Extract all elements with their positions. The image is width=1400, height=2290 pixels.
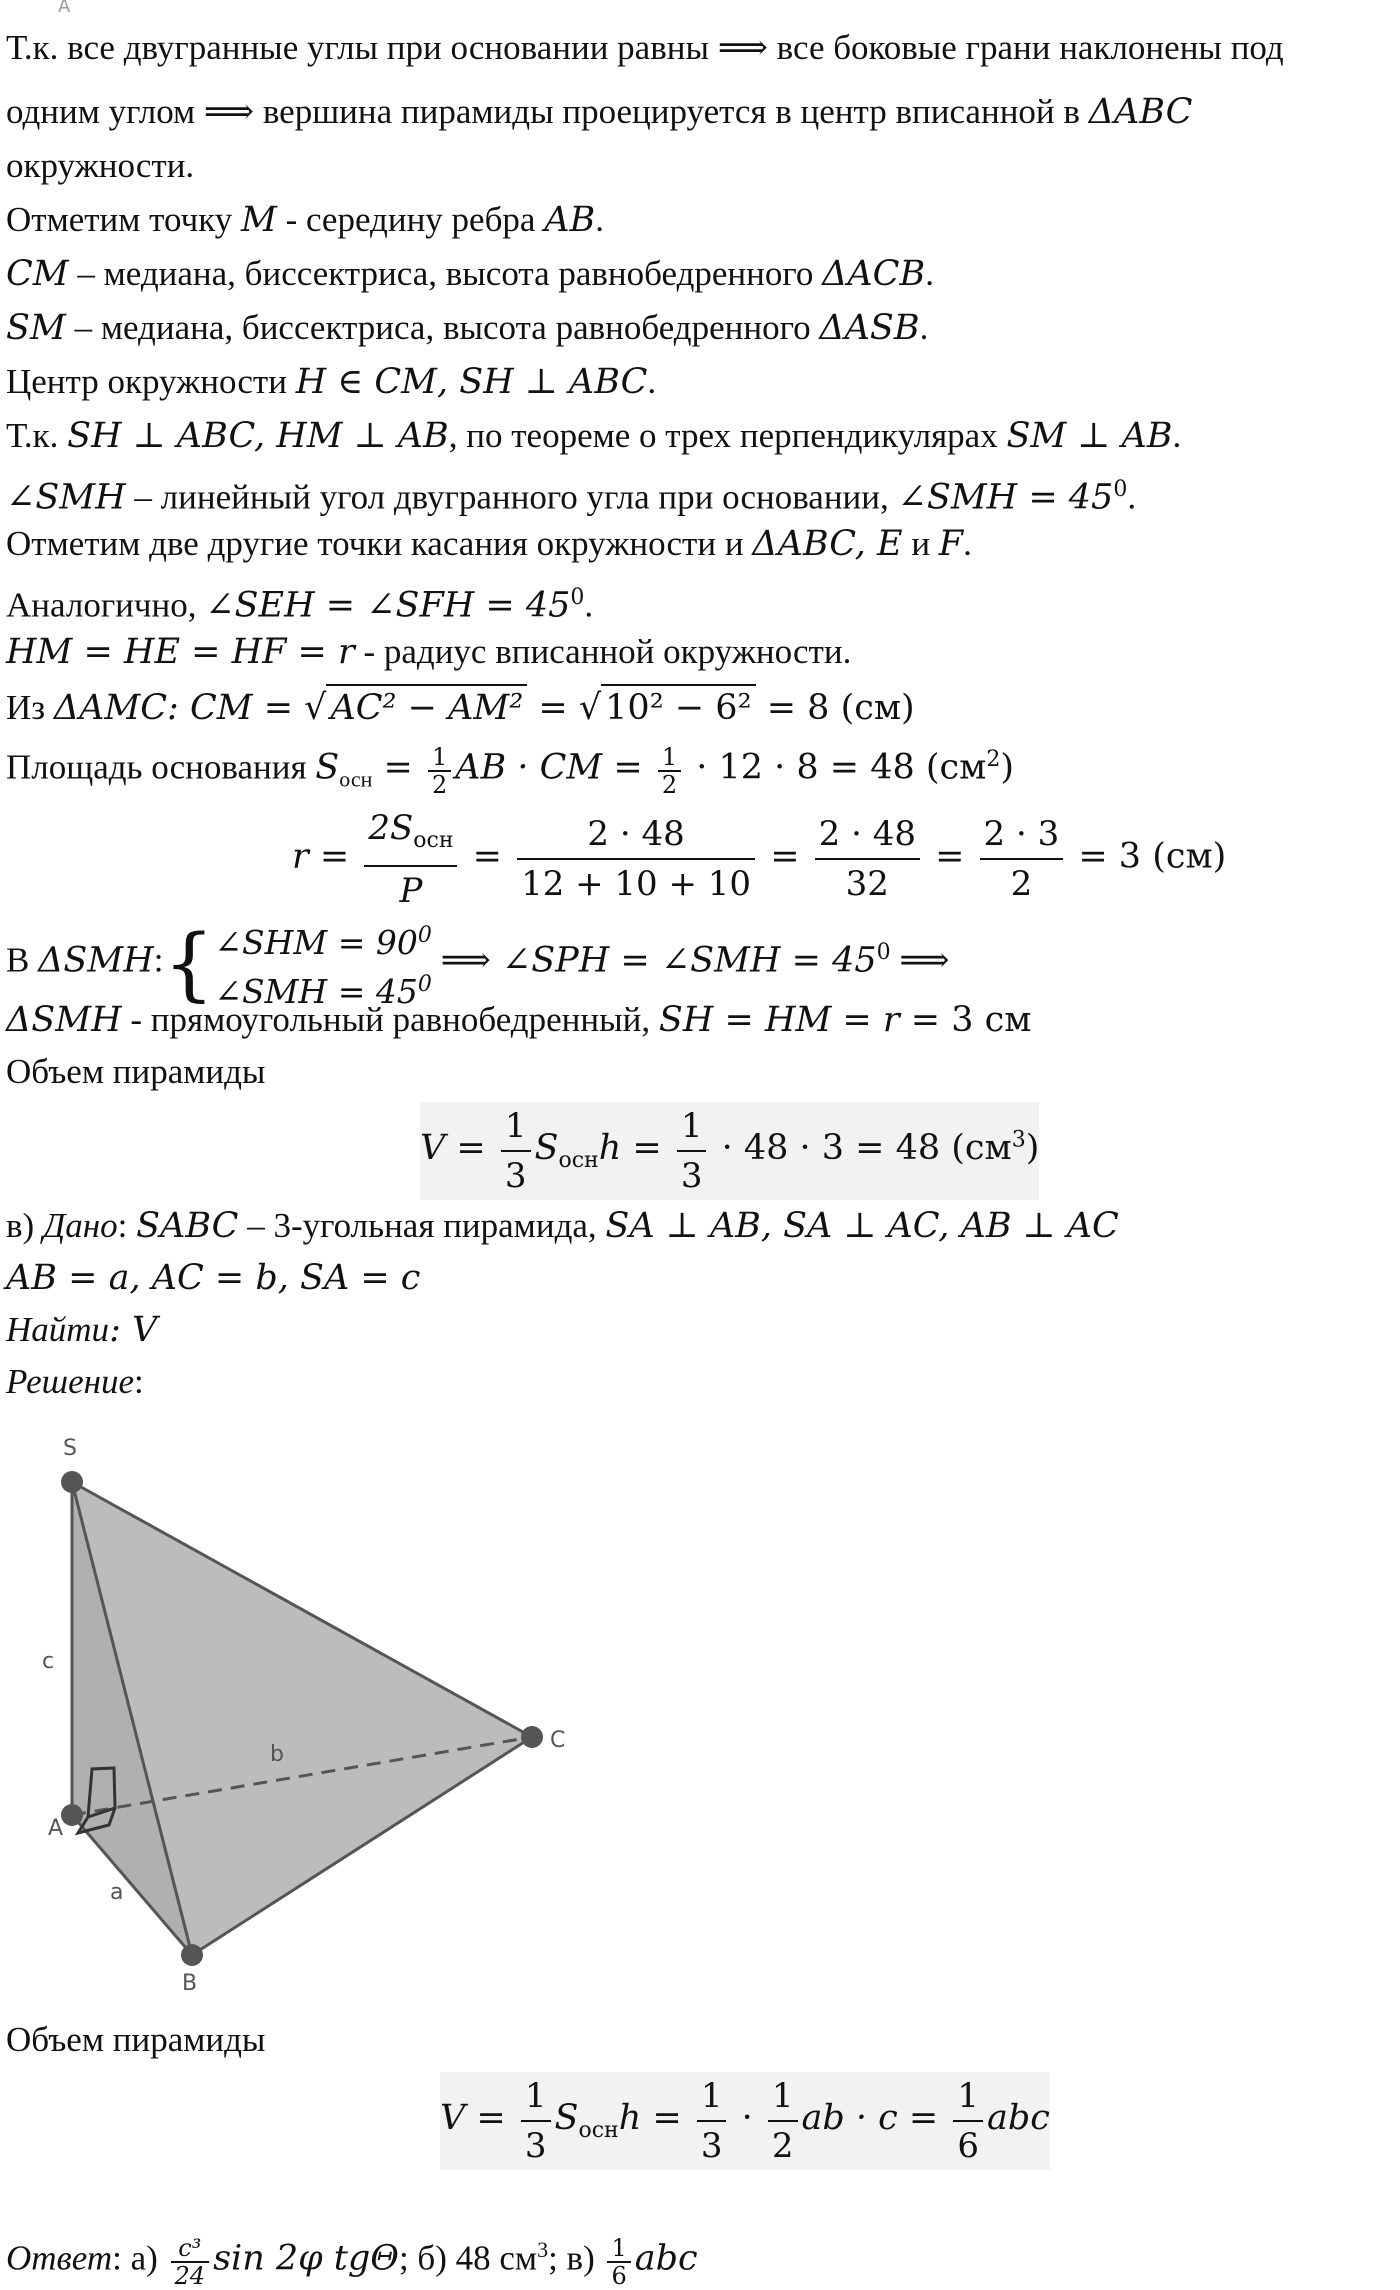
- text-line-3: окружности.: [6, 146, 195, 185]
- text-line-2: одним углом ⟹ вершина пирамиды проецируется в центр вписанной в ΔABC: [6, 92, 1193, 132]
- text-line-8: Т.к. SH ⊥ ABC, HM ⊥ AB, по теореме о трех перпендикулярах SM ⊥ AB.: [6, 416, 1182, 456]
- text-line-volume-label: Объем пирамиды: [6, 2020, 266, 2059]
- text-line-4: Отметим точку M - середину ребра AB.: [6, 200, 604, 240]
- text-line-find: Найти: V: [6, 1310, 158, 1350]
- vertex-b: [181, 1944, 203, 1966]
- label-c: C: [550, 1728, 566, 1753]
- formula-volume-2: V = $\frac{1}{3}$ $S_{осн}h$ = $\frac{1}{3}$ · $\frac{1}{2}$ ab · c = $\frac{1}{6}$ abc: [440, 2072, 1050, 2170]
- system-smh: В ΔSMH:{ ∠SHM = $90^0$ ∠SMH = $45^0$ ⟹ ∠SPH = ∠SMH = $45^0$ ⟹: [6, 916, 950, 1011]
- text-line-9: ∠SMH – линейный угол двугранного угла при основании, ∠SMH = $45^0$.: [6, 477, 1137, 518]
- text-line-solution: Решение:: [6, 1362, 144, 1401]
- text-line-13: Из ΔAMC: CM = √ AC² − AM² = √ 10² − 6² = 8 (см): [6, 684, 915, 730]
- label-edge-a: a: [110, 1880, 124, 1905]
- formula-volume-1: V = $\frac{1}{3}$ $S_{осн}h$ = $\frac{1}{3}$ · 48 · 3 = 48 $(см^3)$: [420, 1102, 1039, 1200]
- corner-mark: A: [58, 0, 71, 17]
- text-line-given: в) Дано: SABC – 3-угольная пирамида, SA ⊥ AB, SA ⊥ AC, AB ⊥ AC: [6, 1206, 1119, 1246]
- text-line-12: HM = HE = HF = r - радиус вписанной окружности.: [6, 632, 852, 672]
- text-line-values: AB = a, AC = b, SA = c: [6, 1258, 421, 1298]
- vertex-s: [61, 1471, 83, 1493]
- text-line-5: CM – медиана, биссектриса, высота равнобедренного ΔACB.: [6, 254, 934, 294]
- pyramid-figure: [30, 1425, 590, 1995]
- text-line-1: Т.к. все двугранные углы при основании равны ⟹ все боковые грани наклонены под: [6, 28, 1284, 67]
- label-b: B: [182, 1971, 198, 1995]
- text-line-18: Объем пирамиды: [6, 1052, 266, 1091]
- text-line-7: Центр окружности H ∈ CM, SH ⊥ ABC.: [6, 362, 657, 402]
- vertex-c: [521, 1726, 543, 1748]
- label-edge-c: c: [42, 1649, 55, 1674]
- label-s: S: [63, 1436, 77, 1461]
- vertex-a: [61, 1804, 83, 1826]
- formula-radius: r = $\frac{2S_{осн}}{P}$ = $\frac{2 \cdot 48}{12 + 10 + 10}$ = $\frac{2 \cdot 48}{32}$ = $\frac{2 \cdot 3}{2}$ = 3 (см): [292, 804, 1226, 915]
- text-line-10: Отметим две другие точки касания окружности и ΔABC, E и F.: [6, 524, 972, 564]
- text-line-14: Площадь основания $S_{осн}$ = $\frac{1}{2}$ AB · CM = $\frac{1}{2}$ · 12 · 8 = 48 $(см^2)$: [6, 742, 1015, 799]
- answer-line: Ответ: а) $\frac{\text{c³}}{24}$ sin 2φ tgΘ; б) 48 $см^3$; в) $\frac{1}{6}$ abc: [6, 2233, 698, 2290]
- text-line-6: SM – медиана, биссектриса, высота равнобедренного ΔASB.: [6, 308, 929, 348]
- label-a: A: [48, 1816, 64, 1841]
- text-line-17: ΔSMH - прямоугольный равнобедренный, SH = HM = r = 3 см: [6, 1000, 1032, 1040]
- text-line-11: Аналогично, ∠SEH = ∠SFH = $45^0$.: [6, 585, 594, 626]
- label-edge-b: b: [270, 1742, 284, 1767]
